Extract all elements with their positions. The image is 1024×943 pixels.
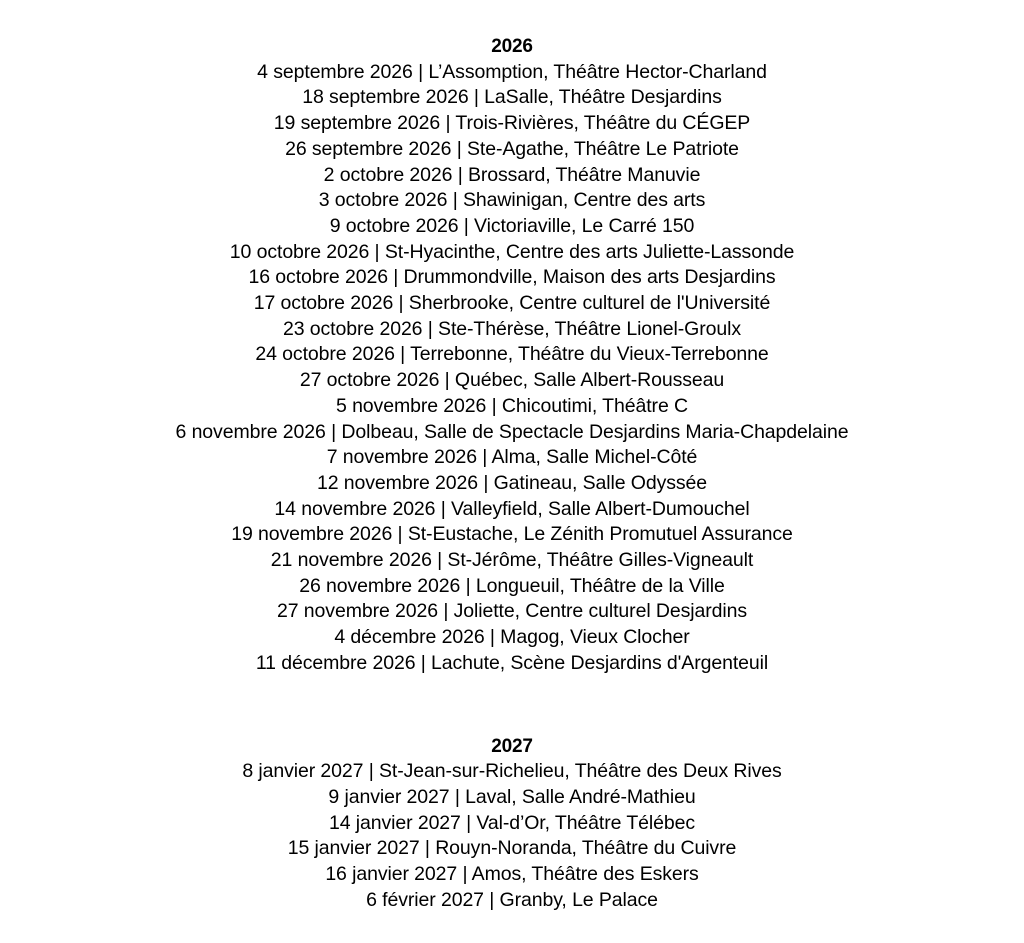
date-line: 19 septembre 2026 | Trois-Rivières, Théâtre du CÉGEP (273, 112, 751, 135)
date-line: 4 septembre 2026 | L’Assomption, Théâtre Hector-Charland (257, 60, 767, 83)
date-line: 27 octobre 2026 | Québec, Salle Albert-Rousseau (299, 369, 725, 392)
date-line: 3 octobre 2026 | Shawinigan, Centre des arts (318, 189, 706, 212)
year-section-2027 (0, 734, 1024, 914)
date-line: 8 janvier 2027 | St-Jean-sur-Richelieu, Théâtre des Deux Rives (242, 760, 782, 783)
date-line: 21 novembre 2026 | St-Jérôme, Théâtre Gilles-Vigneault (270, 549, 754, 572)
date-line: 6 février 2027 | Granby, Le Palace (366, 888, 658, 911)
date-line: 16 janvier 2027 | Amos, Théâtre des Eskers (325, 863, 699, 886)
date-line: 23 octobre 2026 | Ste-Thérèse, Théâtre Lionel-Groulx (282, 317, 742, 340)
year-heading: 2026 (491, 36, 533, 57)
date-line: 12 novembre 2026 | Gatineau, Salle Odyssée (316, 471, 708, 494)
date-line: 11 décembre 2026 | Lachute, Scène Desjardins d'Argenteuil (255, 651, 769, 674)
date-line: 14 janvier 2027 | Val-d’Or, Théâtre Télébec (328, 811, 696, 834)
date-line: 17 octobre 2026 | Sherbrooke, Centre culturel de l'Université (253, 292, 771, 315)
date-line: 15 janvier 2027 | Rouyn-Noranda, Théâtre du Cuivre (287, 837, 737, 860)
date-list (0, 60, 1024, 677)
date-line: 27 novembre 2026 | Joliette, Centre culturel Desjardins (277, 600, 747, 623)
date-line: 5 novembre 2026 | Chicoutimi, Théâtre C (336, 394, 688, 417)
date-line: 7 novembre 2026 | Alma, Salle Michel-Côté (326, 446, 698, 469)
date-list (0, 759, 1024, 913)
date-line: 9 octobre 2026 | Victoriaville, Le Carré 150 (329, 214, 695, 237)
date-line: 4 décembre 2026 | Magog, Vieux Clocher (334, 626, 690, 649)
date-line: 10 octobre 2026 | St-Hyacinthe, Centre des arts Juliette-Lassonde (229, 240, 795, 263)
date-line: 9 janvier 2027 | Laval, Salle André-Mathieu (328, 785, 696, 808)
date-line: 24 octobre 2026 | Terrebonne, Théâtre du Vieux-Terrebonne (255, 343, 769, 366)
date-line: 26 septembre 2026 | Ste-Agathe, Théâtre Le Patriote (285, 137, 739, 160)
date-line: 14 novembre 2026 | Valleyfield, Salle Albert-Dumouchel (274, 497, 750, 520)
date-line: 2 octobre 2026 | Brossard, Théâtre Manuvie (323, 163, 701, 186)
date-line: 18 septembre 2026 | LaSalle, Théâtre Desjardins (302, 86, 722, 109)
date-line: 6 novembre 2026 | Dolbeau, Salle de Spectacle Desjardins Maria-Chapdelaine (175, 420, 849, 443)
year-heading: 2027 (491, 735, 533, 757)
date-line: 16 octobre 2026 | Drummondville, Maison des arts Desjardins (248, 266, 776, 289)
year-section-2026 (0, 34, 1024, 677)
date-line: 26 novembre 2026 | Longueuil, Théâtre de la Ville (299, 574, 725, 597)
date-line: 19 novembre 2026 | St-Eustache, Le Zénith Promutuel Assurance (231, 523, 793, 546)
